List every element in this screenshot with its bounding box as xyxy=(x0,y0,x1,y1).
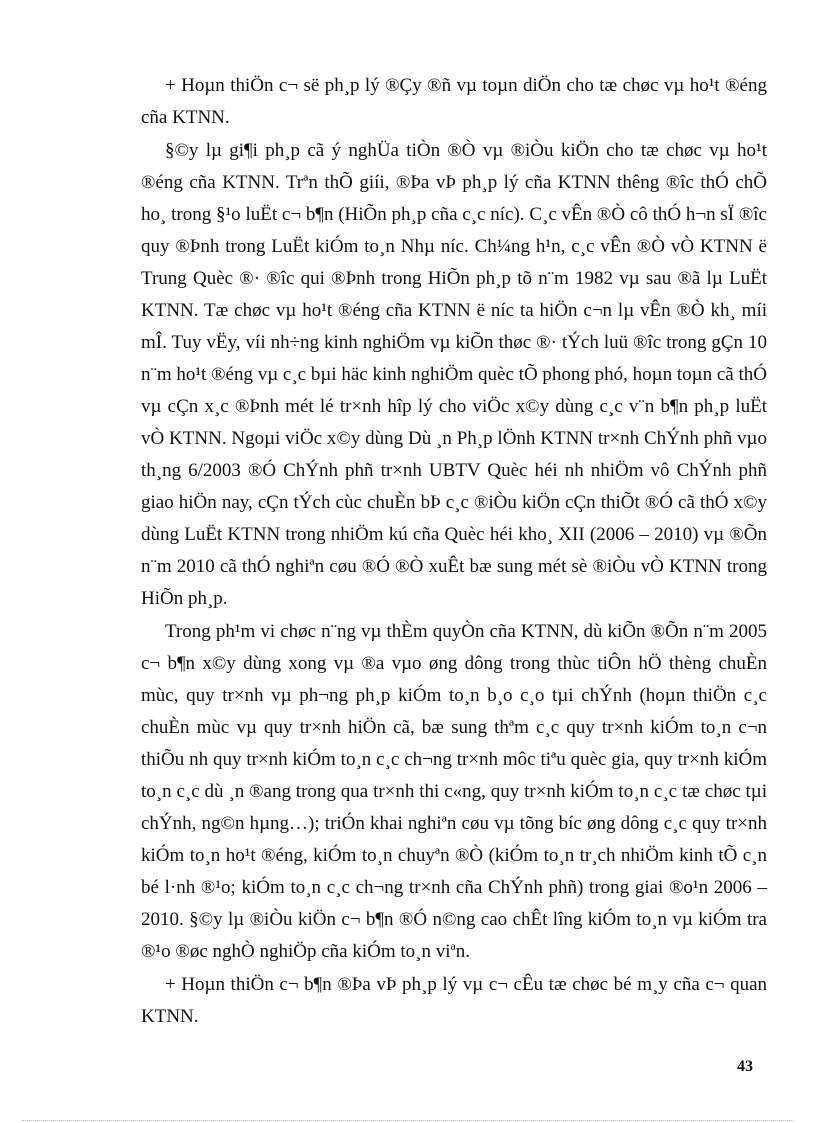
footer-divider xyxy=(22,1120,794,1121)
paragraph-4: + Hoµn thiÖn c¬ b¶n ®Þa vÞ ph¸p lý vµ c¬ cÊu tæ chøc bé m¸y cña c¬ quan KTNN. xyxy=(141,974,767,1027)
page-number: 43 xyxy=(737,1058,753,1075)
document-body xyxy=(141,70,767,1033)
paragraph-3: Trong ph¹m vi chøc n¨ng vµ thÈm quyÒn cña KTNN, dù kiÕn ®Õn n¨m 2005 c¬ b¶n x©y dùng xong vµ ®a vµo øng dông trong thùc tiÔn hÖ thèng chuÈn mùc, quy tr×nh vµ ph¬ng ph¸p kiÓm to¸n b¸o c¸o tµi chÝnh (hoµn thiÖn c¸c chuÈn mùc vµ quy tr×nh hiÖn cã, bæ sung thªm c¸c quy tr×nh kiÓm to¸n c¬n thiÕu nh quy tr×nh kiÓm to¸n c¸c ch¬ng tr×nh môc tiªu quèc gia, quy tr×nh kiÓm to¸n c¸c dù ¸n ®ang trong qua tr×nh thi c«ng, quy tr×nh kiÓm to¸n c¸c tæ chøc tµi chÝnh, ng©n hµng…); triÓn khai nghiªn cøu vµ tõng bíc øng dông c¸c quy tr×nh kiÓm to¸n ho¹t ®éng, kiÓm to¸n chuyªn ®Ò (kiÓm to¸n tr¸ch nhiÖm kinh tÕ c¸n bé l·nh ®¹o; kiÓm to¸n c¸c ch¬ng tr×nh cña ChÝnh phñ) trong giai ®o¹n 2006 – 2010. §©y lµ ®iÒu kiÖn c¬ b¶n ®Ó n©ng cao chÊt lîng kiÓm to¸n vµ kiÓm tra ®¹o ®øc nghÒ nghiÖp cña kiÓm to¸n viªn. xyxy=(141,621,767,962)
paragraph-1: + Hoµn thiÖn c¬ së ph¸p lý ®Çy ®ñ vµ toµn diÖn cho tæ chøc vµ ho¹t ®éng cña KTNN. xyxy=(141,75,767,128)
paragraph-2: §©y lµ gi¶i ph¸p cã ý nghÜa tiÒn ®Ò vµ ®iÒu kiÖn cho tæ chøc vµ ho¹t ®éng cña KTNN. Trªn thÕ giíi, ®Þa vÞ ph¸p lý cña KTNN thêng ®îc thÓ chÕ ho¸ trong §¹o luËt c¬ b¶n (HiÕn ph¸p cña c¸c níc). C¸c vÊn ®Ò cô thÓ h¬n sÏ ®îc quy ®Þnh trong LuËt kiÓm to¸n Nhµ níc. Ch¼ng h¹n, c¸c vÊn ®Ò vÒ KTNN ë Trung Quèc ®· ®îc qui ®Þnh trong HiÕn ph¸p tõ n¨m 1982 vµ sau ®ã lµ LuËt KTNN. Tæ chøc vµ ho¹t ®éng cña KTNN ë níc ta hiÖn c¬n lµ vÊn ®Ò kh¸ míi mÎ. Tuy vËy, víi nh÷ng kinh nghiÖm vµ kiÕn thøc ®· tÝch luü ®îc trong gÇn 10 n¨m ho¹t ®éng vµ c¸c bµi häc kinh nghiÖm quèc tÕ phong phó, hoµn toµn cã thÓ vµ cÇn x¸c ®Þnh mét lé tr×nh hîp lý cho viÖc x©y dùng c¸c v¨n b¶n ph¸p luËt vÒ KTNN. Ngoµi viÖc x©y dùng Dù ¸n Ph¸p lÖnh KTNN tr×nh ChÝnh phñ vµo th¸ng 6/2003 ®Ó ChÝnh phñ tr×nh UBTV Quèc héi nh nhiÖm vô ChÝnh phñ giao hiÖn nay, cÇn tÝch cùc chuÈn bÞ c¸c ®iÒu kiÖn cÇn thiÕt ®Ó cã thÓ x©y dùng LuËt KTNN trong nhiÖm kú cña Quèc héi kho¸ XII (2006 – 2010) vµ ®Õn n¨m 2010 cã thÓ nghiªn cøu ®Ó ®Ò xuÊt bæ sung mét sè ®iÒu vÒ KTNN trong HiÕn ph¸p. xyxy=(141,140,767,609)
